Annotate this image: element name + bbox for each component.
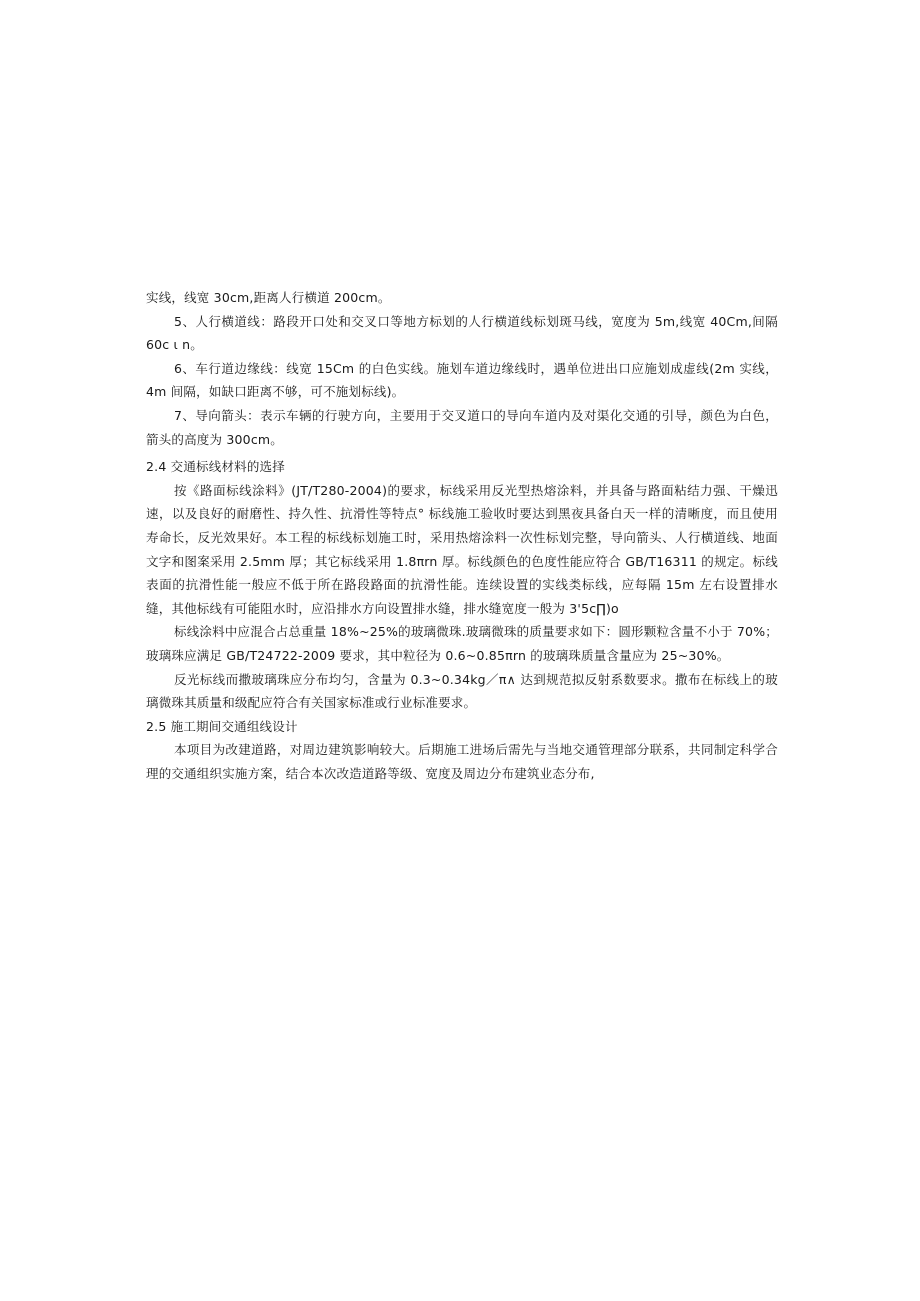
section-heading-2-5: 2.5 施工期间交通组线设计 [146, 718, 298, 734]
document-body [146, 286, 778, 785]
paragraph-material-requirements: 按《路面标线涂料》(JT/T280-2004)的要求，标线采用反光型热熔涂料，并具备与路面粘结力强、干燥迅速，以及良好的耐磨性、持久性、抗滑性等特点° 标线施工验收时要达到黑夜具备白天一样的清晰度，而且使用寿命长，反光效果好。本工程的标线标划施工时，采用热熔涂料一次性标划完整，导向箭头、人行横道线、地面文字和图案采用 2.5mm 厚；其它标线采用 1.8πrn 厚。标线颜色的色度性能应符合 GB/T16311 的规定。标线表面的抗滑性能一般应不低于所在路段路面的抗滑性能。连续设置的实线类标线，应每隔 15m 左右设置排水缝，其他标线有可能阻水时，应沿排水方向设置排水缝，排水缝宽度一般为 3'5c∏)o [146, 482, 778, 616]
section-heading-2-4: 2.4 交通标线材料的选择 [146, 459, 285, 475]
paragraph-glass-beads: 标线涂料中应混合占总重量 18%~25%的玻璃微珠.玻璃微珠的质量要求如下：圆形颗粒含量不小于 70%；玻璃珠应满足 GB/T24722-2009 要求，其中粒径为 0.6~0.85πrn 的玻璃珠质量含量应为 25~30%。 [146, 624, 778, 663]
paragraph-guide-arrow: 7、导向箭头：表示车辆的行驶方向，主要用于交叉道口的导向车道内及对渠化交通的引导，颜色为白色，箭头的高度为 300cm。 [146, 407, 778, 447]
paragraph-traffic-organization: 本项目为改建道路，对周边建筑影响较大。后期施工进场后需先与当地交通管理部分联系，共同制定科学合理的交通组织实施方案，结合本次改造道路等级、宽度及周边分布建筑业态分布, [146, 742, 778, 781]
paragraph-reflective-beads: 反光标线而撒玻璃珠应分布均匀，含量为 0.3~0.34kg／π∧ 达到规范拟反射系数要求。撒布在标线上的玻璃微珠其质量和级配应符合有关国家标准或行业标准要求。 [146, 671, 778, 711]
paragraph-edge-line: 6、车行道边缘线：线宽 15Cm 的白色实线。施划车道边缘线时，遇单位进出口应施划成虚线(2m 实线，4m 间隔，如缺口距离不够，可不施划标线)。 [146, 360, 778, 400]
paragraph-continuation: 实线，线宽 30cm,距离人行横道 200cm。 [146, 290, 391, 305]
paragraph-crosswalk-line: 5、人行横道线：路段开口处和交叉口等地方标划的人行横道线标划斑马线，宽度为 5m,线宽 40Cm,间隔 60c ι n。 [146, 313, 778, 353]
